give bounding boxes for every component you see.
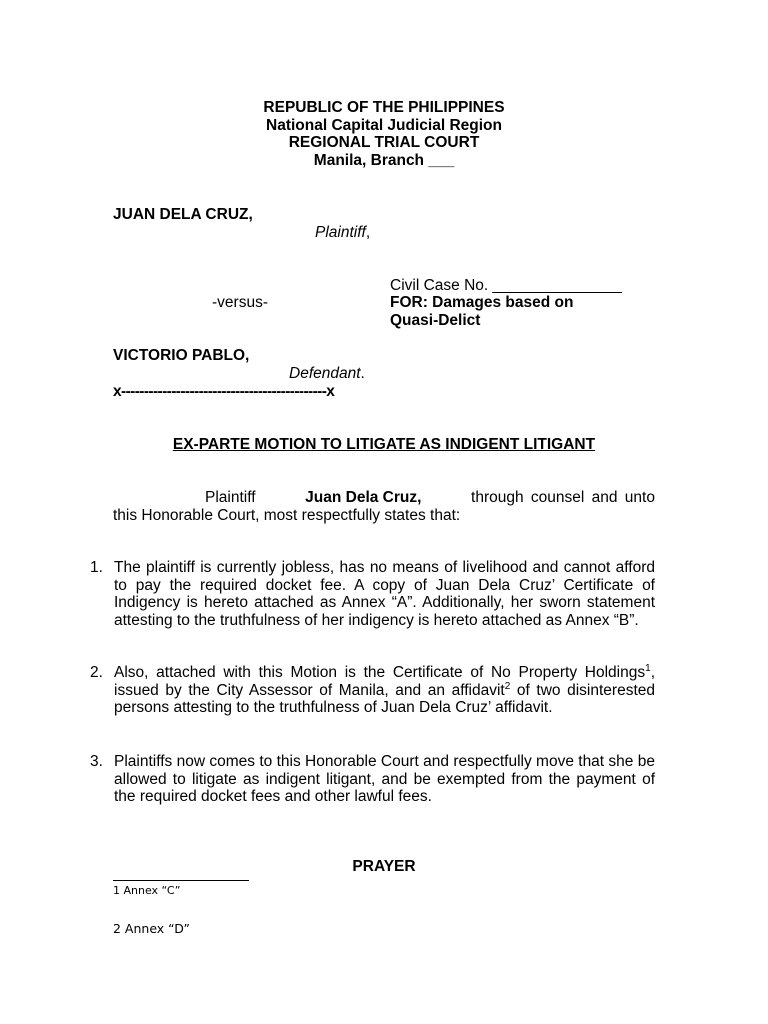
item-text-part: of two disinterested persons attesting to the truthfulness of Juan Dela Cruz’ affidavit. (114, 681, 655, 717)
versus-label: -versus- (212, 294, 268, 311)
court-header (0, 99, 768, 169)
defendant-role-label: Defendant (289, 365, 361, 382)
list-item (90, 559, 655, 629)
intro-second-line: this Honorable Court, most respectfully states that: (113, 507, 461, 524)
intro-name: Juan Dela Cruz, (305, 489, 422, 506)
footnote-2: 2 Annex “D” (113, 921, 191, 936)
item-number: 1. (90, 559, 103, 576)
footnote-ref: 2 (504, 680, 511, 692)
intro-rest1: through counsel and unto (471, 489, 655, 506)
footnote-1: 1 Annex “C” (113, 884, 181, 897)
footnote-divider (113, 880, 249, 881)
motion-title: EX-PARTE MOTION TO LITIGATE AS INDIGENT LITIGANT (172, 436, 596, 453)
defendant-role (289, 365, 365, 383)
header-republic: REPUBLIC OF THE PHILIPPINES (263, 99, 505, 116)
list-item (90, 664, 655, 717)
header-branch: Manila, Branch ___ (313, 151, 455, 169)
caption-separator: x---------------------------------------------x (113, 383, 335, 400)
defendant-name: VICTORIO PABLO, (113, 347, 250, 364)
defendant-role-suffix: . (360, 365, 365, 382)
cause-of-action-line2: Quasi-Delict (390, 312, 481, 329)
item-text-part: , issued by the City Assessor of Manila, and an affidavit (114, 664, 655, 699)
intro-first-line (113, 489, 655, 507)
item-text: Plaintiffs now comes to this Honorable Court and respectfully move that she be allowed to litigate as indigent litigant, and be exempted from the payment of the required docket fees and other lawful fees. (114, 753, 655, 806)
civil-case-number: Civil Case No. _______________ (390, 277, 622, 294)
plaintiff-role-label: Plaintiff (315, 224, 366, 241)
prayer-heading: PRAYER (352, 858, 416, 875)
header-region: National Capital Judicial Region (266, 116, 502, 134)
list-item (90, 753, 655, 806)
intro-lead: Plaintiff (205, 489, 256, 506)
item-text (114, 664, 655, 717)
plaintiff-role-suffix: , (365, 224, 371, 241)
item-text-part: Also, attached with this Motion is the Certificate of No Property Holdings (114, 664, 646, 681)
plaintiff-name: JUAN DELA CRUZ, (113, 206, 253, 223)
item-text: The plaintiff is currently jobless, has no means of livelihood and cannot afford to pay the required docket fee. A copy of Juan Dela Cruz’ Certificate of Indigency is hereto attached as Annex “A”. Additionally, her sworn statement attesting to the truthfulness of her indigency is hereto attached as Annex “B”. (114, 559, 655, 629)
footnote-ref: 1 (645, 662, 651, 674)
plaintiff-role (315, 224, 370, 242)
item-number: 3. (90, 753, 103, 770)
cause-of-action-line1: FOR: Damages based on (390, 294, 574, 311)
item-number: 2. (90, 664, 103, 681)
intro-paragraph (113, 489, 655, 525)
header-court: REGIONAL TRIAL COURT (288, 134, 480, 151)
